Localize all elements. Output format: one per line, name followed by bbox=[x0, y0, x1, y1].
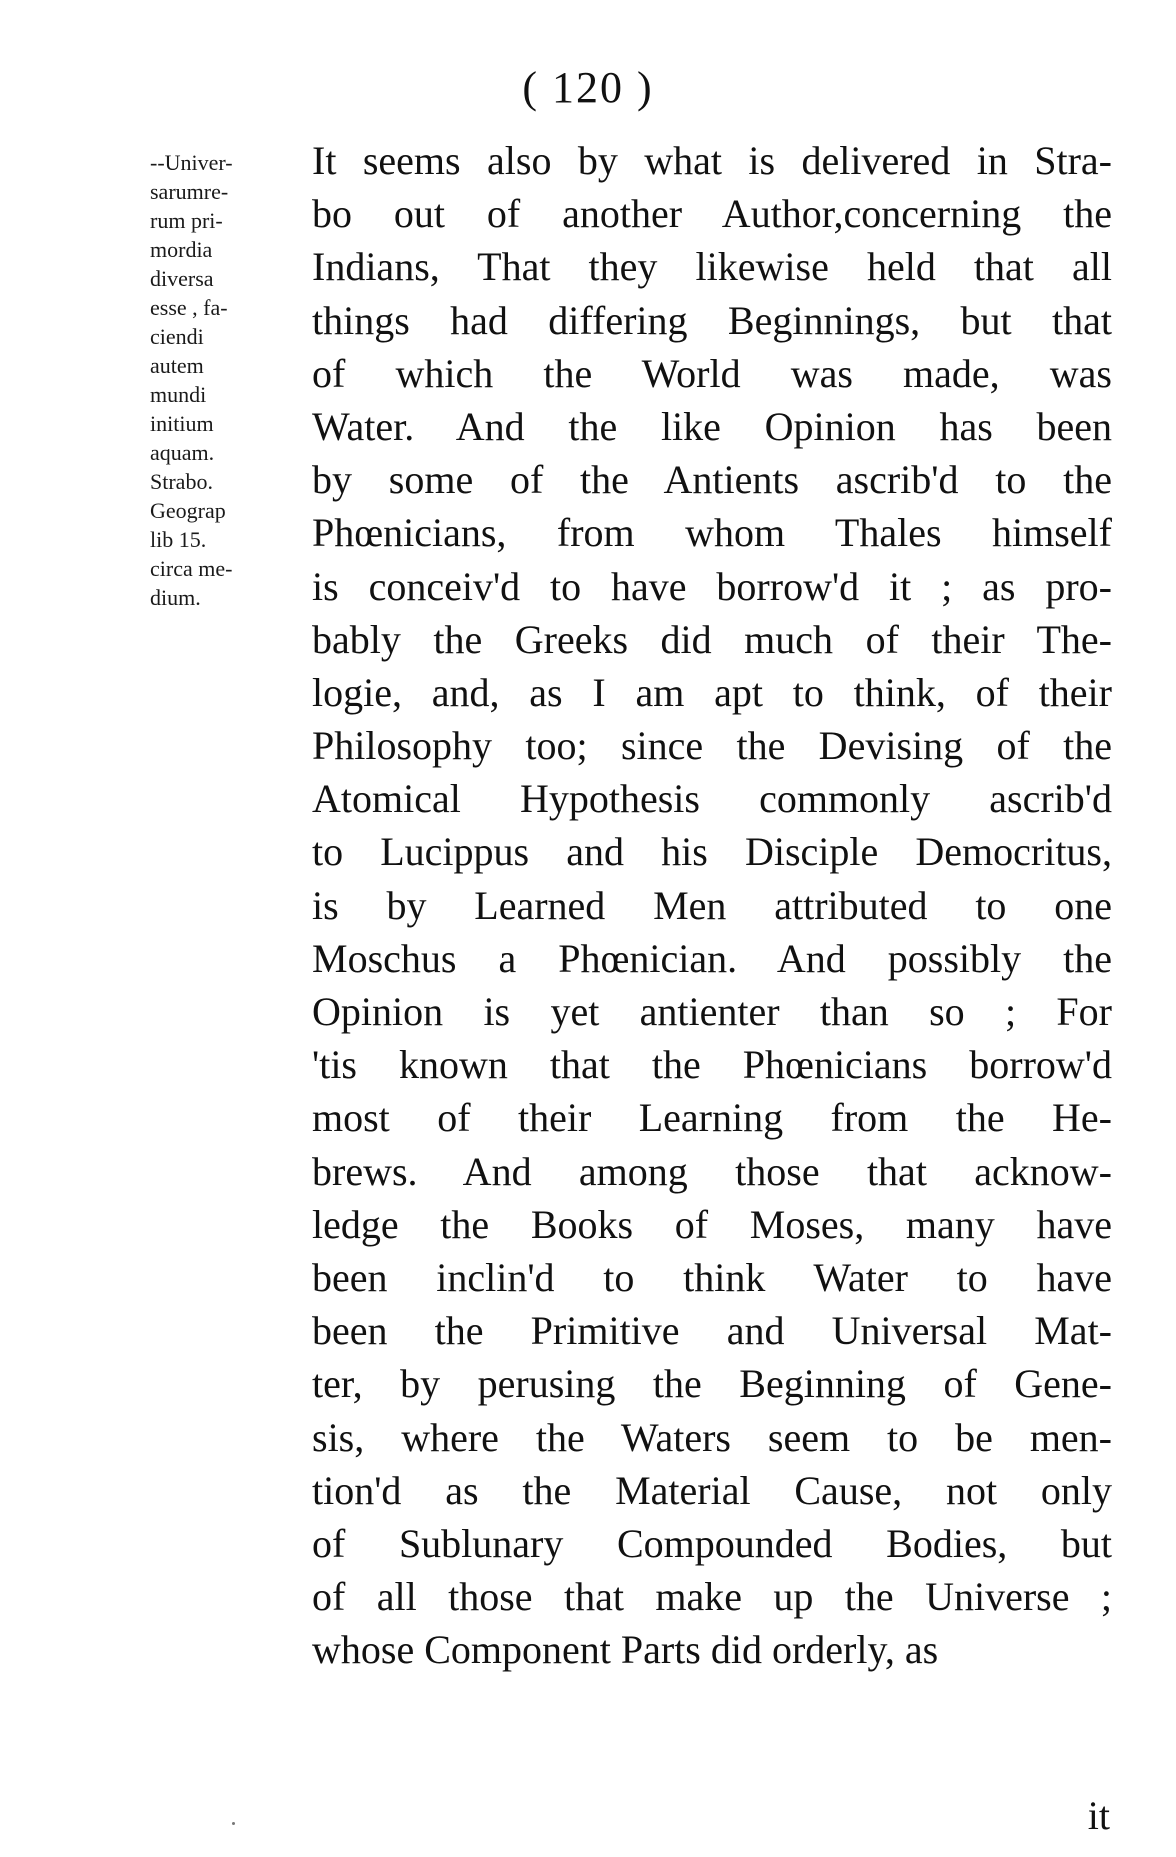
text-line: tion'd as the Material Cause, not only bbox=[312, 1467, 1112, 1513]
margin-note-line: mundi bbox=[150, 382, 207, 407]
margin-note-line: aquam. bbox=[150, 440, 215, 465]
text-line: bably the Greeks did much of their The- bbox=[312, 616, 1112, 662]
text-line: ter, by perusing the Beginning of Gene- bbox=[312, 1361, 1112, 1407]
margin-note-line: autem bbox=[150, 353, 204, 378]
margin-note-line: esse , fa- bbox=[150, 295, 228, 320]
text-line: bo out of another Author,concerning the bbox=[312, 191, 1112, 237]
catchword: it bbox=[1087, 1793, 1110, 1838]
margin-note-line: lib 15. bbox=[150, 527, 207, 552]
text-line: is by Learned Men attributed to one bbox=[312, 882, 1112, 928]
text-line: things had differing Beginnings, but that bbox=[312, 297, 1112, 343]
text-line: of all those that make up the Universe ; bbox=[312, 1574, 1112, 1620]
text-line: Water. And the like Opinion has been bbox=[312, 403, 1112, 449]
margin-note bbox=[150, 148, 310, 612]
text-line: been inclin'd to think Water to have bbox=[312, 1254, 1112, 1300]
body-text bbox=[312, 134, 1112, 1676]
margin-note-line: dium. bbox=[150, 585, 201, 610]
text-line: of which the World was made, was bbox=[312, 350, 1112, 396]
text-line: most of their Learning from the He- bbox=[312, 1095, 1112, 1141]
text-line: been the Primitive and Universal Mat- bbox=[312, 1308, 1112, 1354]
text-line: ledge the Books of Moses, many have bbox=[312, 1201, 1112, 1247]
text-line: Atomical Hypothesis commonly ascrib'd bbox=[312, 776, 1112, 822]
text-line: Opinion is yet antienter than so ; For bbox=[312, 989, 1112, 1034]
text-line: Philosophy too; since the Devising of the bbox=[312, 723, 1112, 769]
text-line: logie, and, as I am apt to think, of their bbox=[312, 669, 1112, 715]
margin-note-line: initium bbox=[150, 411, 214, 436]
text-line: by some of the Antients ascrib'd to the bbox=[312, 457, 1112, 503]
text-line: of Sublunary Compounded Bodies, but bbox=[312, 1520, 1112, 1566]
margin-note-line: diversa bbox=[150, 266, 214, 291]
margin-note-line: mordia bbox=[150, 237, 213, 262]
page-number: ( 120 ) bbox=[522, 63, 654, 112]
margin-note-line: sarumre- bbox=[150, 179, 229, 204]
text-line: Moschus a Phœnician. And possibly the bbox=[312, 935, 1112, 981]
text-line: Phœnicians, from whom Thales himself bbox=[312, 510, 1112, 556]
margin-note-line: Geograp bbox=[150, 498, 226, 523]
margin-note-line: Strabo. bbox=[150, 469, 213, 494]
margin-note-line: rum pri- bbox=[150, 208, 223, 233]
margin-note-line: ciendi bbox=[150, 324, 204, 349]
text-line: 'tis known that the Phœnicians borrow'd bbox=[312, 1042, 1112, 1088]
text-line: It seems also by what is delivered in Stra- bbox=[312, 138, 1112, 183]
text-line: whose Component Parts did orderly, as bbox=[312, 1627, 939, 1673]
margin-note-line: circa me- bbox=[150, 556, 233, 581]
text-line: to Lucippus and his Disciple Democritus, bbox=[312, 829, 1112, 875]
text-line: Indians, That they likewise held that all bbox=[312, 244, 1112, 290]
margin-note-line: --Univer- bbox=[150, 150, 233, 175]
text-line: sis, where the Waters seem to be men- bbox=[312, 1414, 1112, 1460]
text-line: is conceiv'd to have borrow'd it ; as pro- bbox=[312, 563, 1112, 609]
text-line: brews. And among those that acknow- bbox=[312, 1148, 1112, 1194]
ink-speck bbox=[232, 1822, 235, 1825]
